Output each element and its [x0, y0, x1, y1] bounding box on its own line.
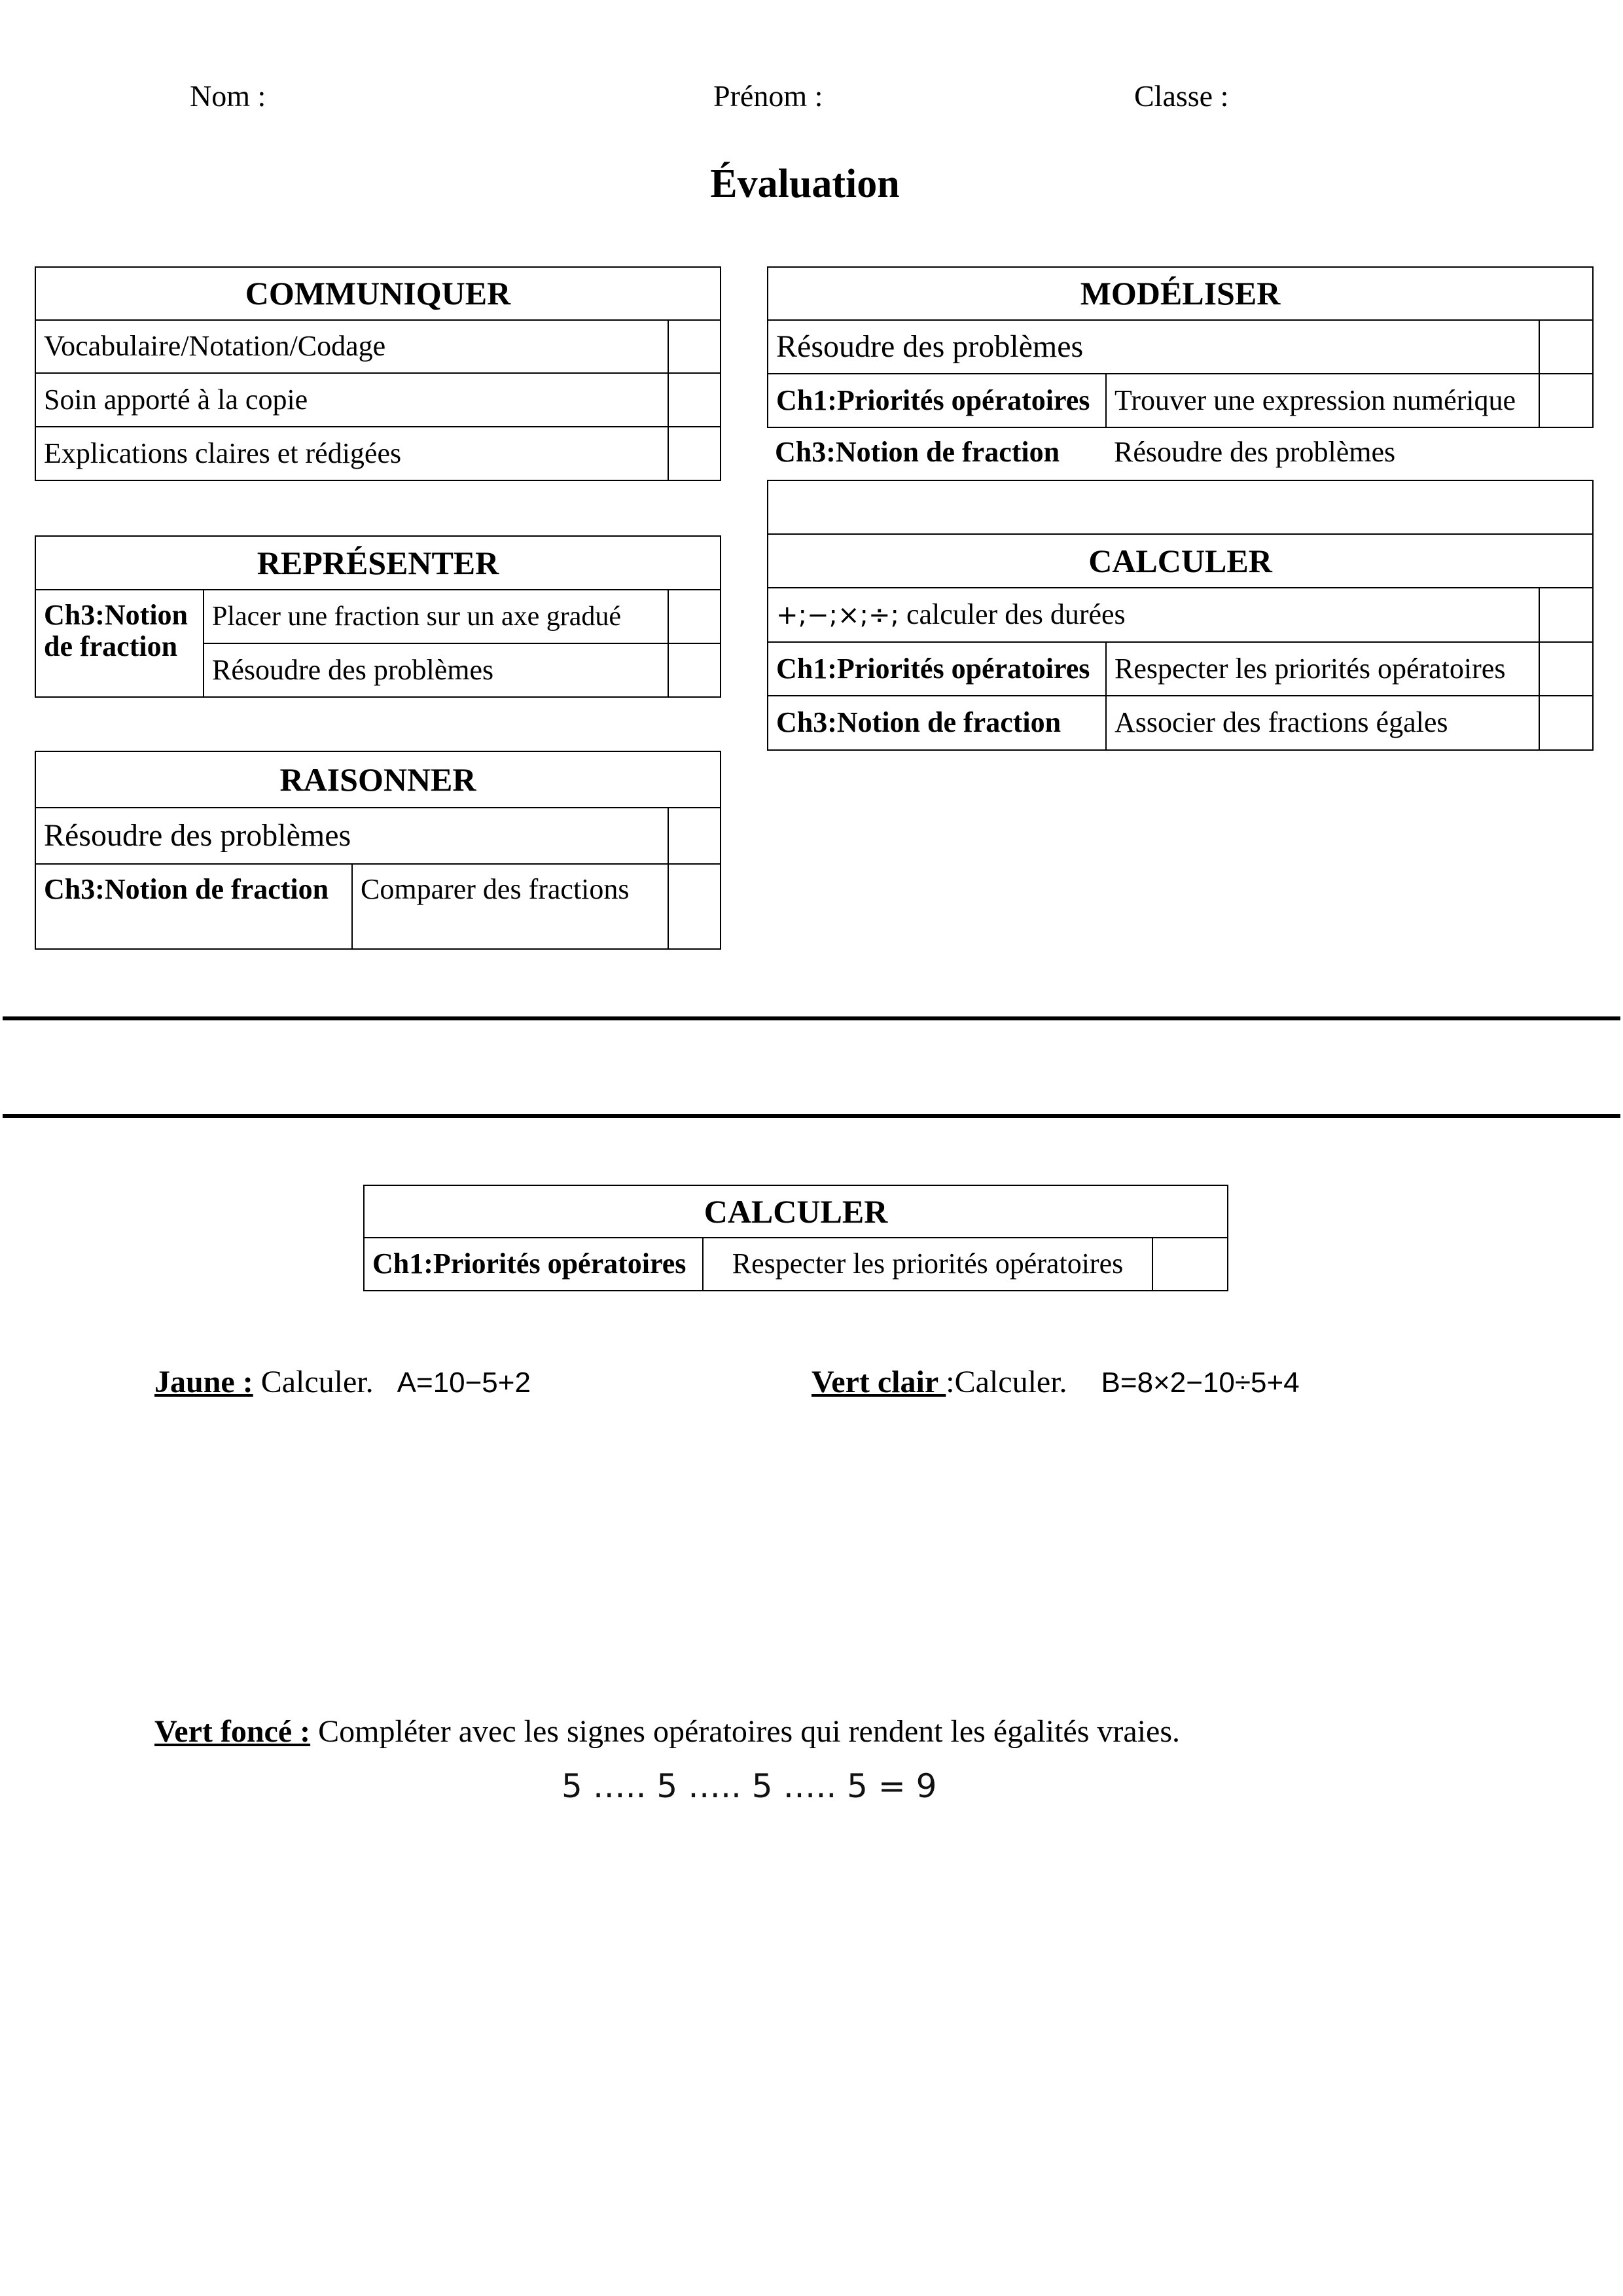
chapter-label: Ch3:Notion de fraction	[775, 436, 1060, 468]
operators-symbols: +;−;×;÷;	[776, 600, 899, 631]
skill-label: Résoudre des problèmes	[1114, 436, 1396, 468]
calculer-title: CALCULER	[768, 534, 1593, 588]
chapter-label: Ch3:Notion de fraction	[768, 696, 1106, 750]
raisonner-table	[35, 751, 721, 950]
grade-box[interactable]	[1539, 320, 1593, 374]
grade-box[interactable]	[668, 643, 721, 697]
skill-label: Résoudre des problèmes	[204, 643, 668, 697]
exercise-instruction: Calculer.	[260, 1365, 374, 1399]
grade-box[interactable]	[668, 373, 721, 427]
skill-label	[768, 588, 1539, 642]
classe-label: Classe :	[1134, 79, 1229, 113]
skill-label: Résoudre des problèmes	[768, 320, 1539, 374]
raisonner-title: RAISONNER	[35, 751, 721, 808]
prenom-label: Prénom :	[713, 79, 823, 113]
grade-box[interactable]	[668, 808, 721, 864]
communiquer-title: COMMUNIQUER	[35, 267, 721, 320]
exercise-instruction: :Calculer.	[946, 1365, 1067, 1399]
math-expression: A=10−5+2	[397, 1367, 531, 1399]
skill-label: Vocabulaire/Notation/Codage	[35, 320, 668, 373]
chapter-label: Ch1:Priorités opératoires	[768, 642, 1106, 696]
calculer-bottom-title: CALCULER	[364, 1185, 1228, 1238]
modeliser-table	[767, 266, 1594, 428]
calculer-table	[767, 480, 1594, 751]
skill-label: Soin apporté à la copie	[35, 373, 668, 427]
separator-line	[3, 1114, 1620, 1118]
exercise-vert-fonce	[154, 1713, 1180, 1749]
calculer-bottom-table	[363, 1185, 1228, 1291]
grade-box[interactable]	[1539, 696, 1593, 750]
grade-box[interactable]	[668, 427, 721, 480]
exercise-jaune	[154, 1364, 531, 1400]
chapter-label: Ch1:Priorités opératoires	[768, 374, 1106, 427]
skill-label: Respecter les priorités opératoires	[1106, 642, 1539, 696]
grade-box[interactable]	[1152, 1238, 1228, 1291]
modeliser-title: MODÉLISER	[768, 267, 1593, 320]
skill-label: Placer une fraction sur un axe gradué	[204, 590, 668, 643]
exercise-level-label: Jaune :	[154, 1365, 253, 1399]
math-expression: B=8×2−10÷5+4	[1101, 1367, 1300, 1399]
exercise-level-label: Vert foncé :	[154, 1714, 311, 1749]
skill-label: Explications claires et rédigées	[35, 427, 668, 480]
page-title: Évaluation	[710, 162, 900, 206]
skill-label: Comparer des fractions	[352, 864, 668, 949]
skill-label: Respecter les priorités opératoires	[703, 1238, 1152, 1291]
empty-row	[768, 480, 1593, 534]
grade-box[interactable]	[668, 590, 721, 643]
exercise-level-label: Vert clair	[812, 1365, 946, 1399]
fill-in-equation: 5 ….. 5 ….. 5 ….. 5 = 9	[562, 1767, 937, 1805]
grade-box[interactable]	[1539, 642, 1593, 696]
exercise-vert-clair	[812, 1364, 1300, 1400]
communiquer-table	[35, 266, 721, 481]
grade-box[interactable]	[668, 320, 721, 373]
exercise-instruction: Compléter avec les signes opératoires qui rendent les égalités vraies.	[318, 1714, 1181, 1749]
chapter-label: Ch3:Notion de fraction	[35, 864, 352, 949]
nom-label: Nom :	[190, 79, 266, 113]
skill-label: Trouver une expression numérique	[1106, 374, 1539, 427]
grade-box[interactable]	[1539, 588, 1593, 642]
grade-box[interactable]	[1539, 374, 1593, 427]
chapter-label: Ch1:Priorités opératoires	[364, 1238, 703, 1291]
skill-label: Résoudre des problèmes	[35, 808, 668, 864]
representer-title: REPRÉSENTER	[35, 536, 721, 590]
chapter-label: Ch3:Notion de fraction	[35, 590, 204, 697]
skill-text: calculer des durées	[906, 598, 1126, 631]
separator-line	[3, 1016, 1620, 1020]
grade-box[interactable]	[668, 864, 721, 949]
representer-table	[35, 535, 721, 698]
skill-label: Associer des fractions égales	[1106, 696, 1539, 750]
